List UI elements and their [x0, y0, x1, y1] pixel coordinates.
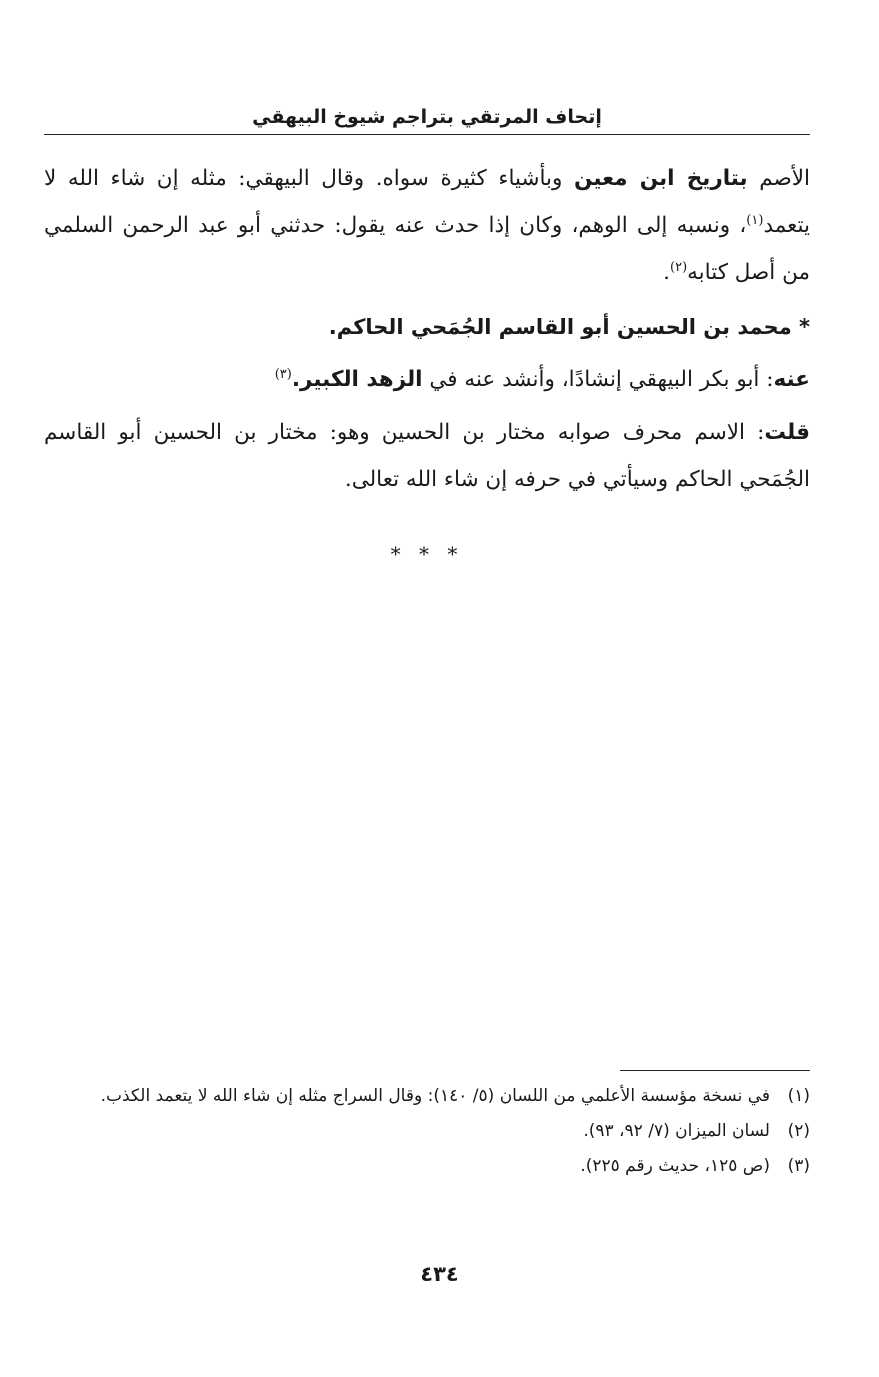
- footnote-2: [44, 1115, 810, 1148]
- p3-label: قلت: [764, 420, 810, 445]
- entry-heading: * محمد بن الحسين أبو القاسم الجُمَحي الحاكم.: [328, 315, 810, 339]
- p1-lead: الأصم: [747, 166, 810, 191]
- footnote-text: في نسخة مؤسسة الأعلمي من اللسان (٥/ ١٤٠): وقال السراج مثله إن شاء الله لا يتعمد الكذب.: [100, 1086, 770, 1106]
- p2-text-b: .: [291, 367, 301, 392]
- p2-text-a: : أبو بكر البيهقي إنشادًا، وأنشد عنه في: [422, 367, 774, 392]
- header-rule: [44, 134, 810, 135]
- footnote-3: [44, 1150, 810, 1183]
- footnotes: [44, 1080, 810, 1185]
- p1-book-title: بتاريخ ابن معين: [573, 166, 748, 191]
- footnote-text: (ص ١٢٥، حديث رقم ٢٢٥).: [580, 1156, 770, 1176]
- page-number: ٤٣٤: [420, 1262, 459, 1286]
- running-header-title: إتحاف المرتقي بتراجم شيوخ البيهقي: [252, 106, 602, 128]
- main-text: [44, 155, 810, 503]
- p1-text-b: ، ونسبه إلى الوهم، وكان إذا حدث عنه يقول: حدثني أبو عبد الرحمن السلمي من أصل كتابه: [44, 213, 810, 285]
- section-separator: * * *: [390, 542, 464, 566]
- footnote-ref-3[interactable]: (٣): [274, 366, 292, 382]
- footnote-text: لسان الميزان (٧/ ٩٢، ٩٣).: [583, 1121, 770, 1141]
- p3-text: : الاسم محرف صوابه مختار بن الحسين وهو: مختار بن الحسين أبو القاسم الجُمَحي الحاكم وسيأتي في حرفه إن شاء الله تعالى.: [44, 420, 810, 492]
- paragraph-1: [44, 155, 810, 296]
- footnote-number: (١): [787, 1086, 810, 1106]
- paragraph-2: [44, 356, 810, 403]
- paragraph-3: [44, 409, 810, 503]
- footnote-number: (٢): [787, 1121, 810, 1141]
- p2-book-title: الزهد الكبير: [300, 367, 423, 392]
- footnote-rule: [620, 1070, 810, 1071]
- p1-text-c: .: [663, 260, 670, 285]
- p1-text-a: وبأشياء كثيرة سواه. وقال البيهقي: مثله إن شاء الله لا يتعمد: [44, 166, 810, 238]
- footnote-number: (٣): [787, 1156, 810, 1176]
- p2-label: عنه: [773, 367, 810, 392]
- footnote-1: [44, 1080, 810, 1113]
- footnote-ref-2[interactable]: (٢): [670, 259, 688, 275]
- footnote-ref-1[interactable]: (١): [746, 212, 764, 228]
